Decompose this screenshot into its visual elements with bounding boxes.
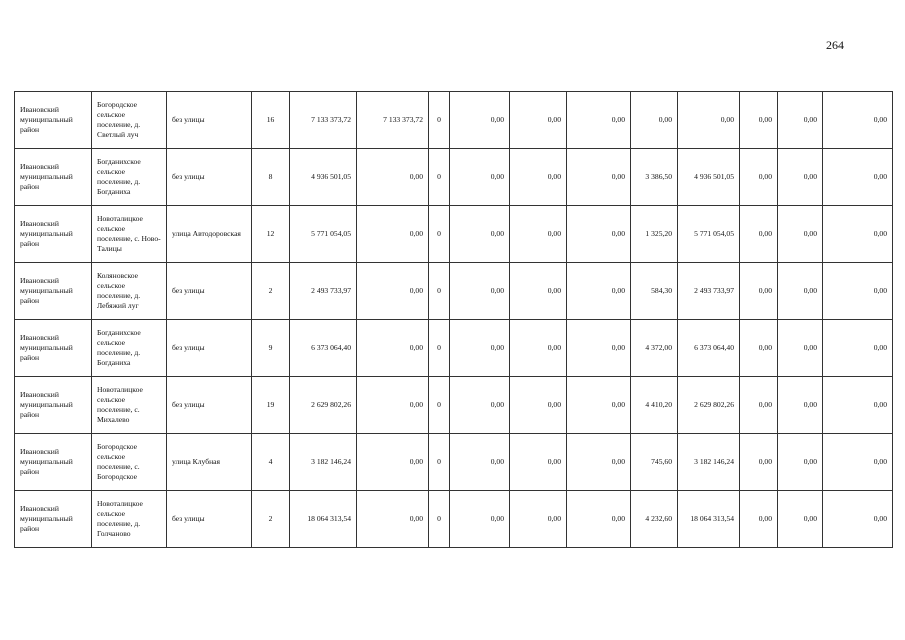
area-cell: 1 325,20 xyxy=(631,206,678,263)
table-row xyxy=(15,377,893,434)
value-cell: 0,00 xyxy=(567,377,631,434)
value-cell: 0,00 xyxy=(740,491,778,548)
district-cell: Ивановский муниципальный район xyxy=(15,206,92,263)
value-cell: 0,00 xyxy=(567,263,631,320)
value-cell: 0,00 xyxy=(678,92,740,149)
district-cell: Ивановский муниципальный район xyxy=(15,434,92,491)
district-cell: Ивановский муниципальный район xyxy=(15,491,92,548)
value-cell: 0,00 xyxy=(778,149,823,206)
table-row xyxy=(15,263,893,320)
street-cell: улица Клубная xyxy=(167,434,252,491)
housing-table xyxy=(14,91,893,548)
value-cell: 0,00 xyxy=(740,206,778,263)
street-cell: без улицы xyxy=(167,377,252,434)
area-cell: 4 410,20 xyxy=(631,377,678,434)
value-cell: 0,00 xyxy=(823,92,893,149)
value-cell: 0,00 xyxy=(823,434,893,491)
value-cell: 0,00 xyxy=(778,206,823,263)
house-number-cell: 2 xyxy=(252,263,290,320)
value-cell: 0,00 xyxy=(567,92,631,149)
value-cell: 0,00 xyxy=(778,263,823,320)
area-cell: 584,30 xyxy=(631,263,678,320)
value-cell: 0,00 xyxy=(357,377,429,434)
value-cell: 0,00 xyxy=(740,434,778,491)
value-cell: 5 771 054,05 xyxy=(678,206,740,263)
value-cell: 0,00 xyxy=(357,434,429,491)
value-cell: 0,00 xyxy=(450,377,510,434)
value-cell: 0,00 xyxy=(357,149,429,206)
total-cost-cell: 5 771 054,05 xyxy=(290,206,357,263)
district-cell: Ивановский муниципальный район xyxy=(15,149,92,206)
value-cell: 0 xyxy=(429,206,450,263)
house-number-cell: 9 xyxy=(252,320,290,377)
total-cost-cell: 4 936 501,05 xyxy=(290,149,357,206)
value-cell: 0,00 xyxy=(567,149,631,206)
value-cell: 0,00 xyxy=(357,206,429,263)
value-cell: 0,00 xyxy=(450,491,510,548)
total-cost-cell: 2 629 802,26 xyxy=(290,377,357,434)
value-cell: 0,00 xyxy=(450,206,510,263)
value-cell: 0,00 xyxy=(778,320,823,377)
value-cell: 0,00 xyxy=(510,206,567,263)
value-cell: 0,00 xyxy=(567,320,631,377)
value-cell: 0 xyxy=(429,377,450,434)
area-cell: 0,00 xyxy=(631,92,678,149)
house-number-cell: 8 xyxy=(252,149,290,206)
value-cell: 0,00 xyxy=(567,491,631,548)
value-cell: 0,00 xyxy=(823,377,893,434)
value-cell: 0,00 xyxy=(778,491,823,548)
house-number-cell: 4 xyxy=(252,434,290,491)
table-row xyxy=(15,149,893,206)
value-cell: 0,00 xyxy=(740,149,778,206)
total-cost-cell: 18 064 313,54 xyxy=(290,491,357,548)
value-cell: 0,00 xyxy=(450,263,510,320)
value-cell: 0 xyxy=(429,434,450,491)
value-cell: 0,00 xyxy=(510,320,567,377)
value-cell: 7 133 373,72 xyxy=(357,92,429,149)
value-cell: 18 064 313,54 xyxy=(678,491,740,548)
value-cell: 4 936 501,05 xyxy=(678,149,740,206)
district-cell: Ивановский муниципальный район xyxy=(15,377,92,434)
street-cell: без улицы xyxy=(167,320,252,377)
area-cell: 3 386,50 xyxy=(631,149,678,206)
value-cell: 0,00 xyxy=(357,320,429,377)
value-cell: 0 xyxy=(429,491,450,548)
value-cell: 0,00 xyxy=(510,92,567,149)
area-cell: 745,60 xyxy=(631,434,678,491)
value-cell: 0,00 xyxy=(823,491,893,548)
value-cell: 0 xyxy=(429,149,450,206)
table-row xyxy=(15,320,893,377)
settlement-cell: Новоталицкое сельское поселение, с. Михалево xyxy=(92,377,167,434)
value-cell: 0,00 xyxy=(510,491,567,548)
district-cell: Ивановский муниципальный район xyxy=(15,92,92,149)
value-cell: 0,00 xyxy=(510,263,567,320)
settlement-cell: Богородское сельское поселение, д. Светлый луч xyxy=(92,92,167,149)
settlement-cell: Богданихское сельское поселение, д. Богданиха xyxy=(92,320,167,377)
value-cell: 0,00 xyxy=(823,149,893,206)
value-cell: 0,00 xyxy=(510,149,567,206)
value-cell: 0,00 xyxy=(823,206,893,263)
total-cost-cell: 3 182 146,24 xyxy=(290,434,357,491)
value-cell: 2 493 733,97 xyxy=(678,263,740,320)
page-number: 264 xyxy=(826,38,844,52)
value-cell: 0,00 xyxy=(823,320,893,377)
value-cell: 0,00 xyxy=(778,377,823,434)
street-cell: без улицы xyxy=(167,92,252,149)
total-cost-cell: 7 133 373,72 xyxy=(290,92,357,149)
value-cell: 0 xyxy=(429,263,450,320)
value-cell: 0,00 xyxy=(778,92,823,149)
value-cell: 0,00 xyxy=(740,92,778,149)
value-cell: 2 629 802,26 xyxy=(678,377,740,434)
table-row xyxy=(15,206,893,263)
value-cell: 0,00 xyxy=(450,149,510,206)
value-cell: 0,00 xyxy=(740,377,778,434)
settlement-cell: Богородское сельское поселение, с. Богородское xyxy=(92,434,167,491)
table-row xyxy=(15,92,893,149)
value-cell: 0,00 xyxy=(740,263,778,320)
street-cell: без улицы xyxy=(167,491,252,548)
street-cell: без улицы xyxy=(167,263,252,320)
street-cell: улица Автодоровская xyxy=(167,206,252,263)
value-cell: 0 xyxy=(429,320,450,377)
area-cell: 4 232,60 xyxy=(631,491,678,548)
house-number-cell: 19 xyxy=(252,377,290,434)
value-cell: 0,00 xyxy=(510,434,567,491)
settlement-cell: Новоталицкое сельское поселение, д. Голчаново xyxy=(92,491,167,548)
value-cell: 0,00 xyxy=(778,434,823,491)
total-cost-cell: 2 493 733,97 xyxy=(290,263,357,320)
settlement-cell: Новоталицкое сельское поселение, с. Ново-Талицы xyxy=(92,206,167,263)
area-cell: 4 372,00 xyxy=(631,320,678,377)
street-cell: без улицы xyxy=(167,149,252,206)
value-cell: 0,00 xyxy=(357,491,429,548)
value-cell: 0,00 xyxy=(357,263,429,320)
house-number-cell: 2 xyxy=(252,491,290,548)
settlement-cell: Богданихское сельское поселение, д. Богданиха xyxy=(92,149,167,206)
value-cell: 0,00 xyxy=(450,320,510,377)
district-cell: Ивановский муниципальный район xyxy=(15,320,92,377)
table-row xyxy=(15,491,893,548)
value-cell: 0 xyxy=(429,92,450,149)
settlement-cell: Коляновское сельское поселение, д. Лебяжий луг xyxy=(92,263,167,320)
value-cell: 0,00 xyxy=(450,92,510,149)
district-cell: Ивановский муниципальный район xyxy=(15,263,92,320)
house-number-cell: 16 xyxy=(252,92,290,149)
value-cell: 0,00 xyxy=(823,263,893,320)
value-cell: 0,00 xyxy=(567,434,631,491)
value-cell: 0,00 xyxy=(567,206,631,263)
value-cell: 0,00 xyxy=(740,320,778,377)
table-row xyxy=(15,434,893,491)
value-cell: 3 182 146,24 xyxy=(678,434,740,491)
total-cost-cell: 6 373 064,40 xyxy=(290,320,357,377)
value-cell: 0,00 xyxy=(510,377,567,434)
house-number-cell: 12 xyxy=(252,206,290,263)
value-cell: 6 373 064,40 xyxy=(678,320,740,377)
value-cell: 0,00 xyxy=(450,434,510,491)
